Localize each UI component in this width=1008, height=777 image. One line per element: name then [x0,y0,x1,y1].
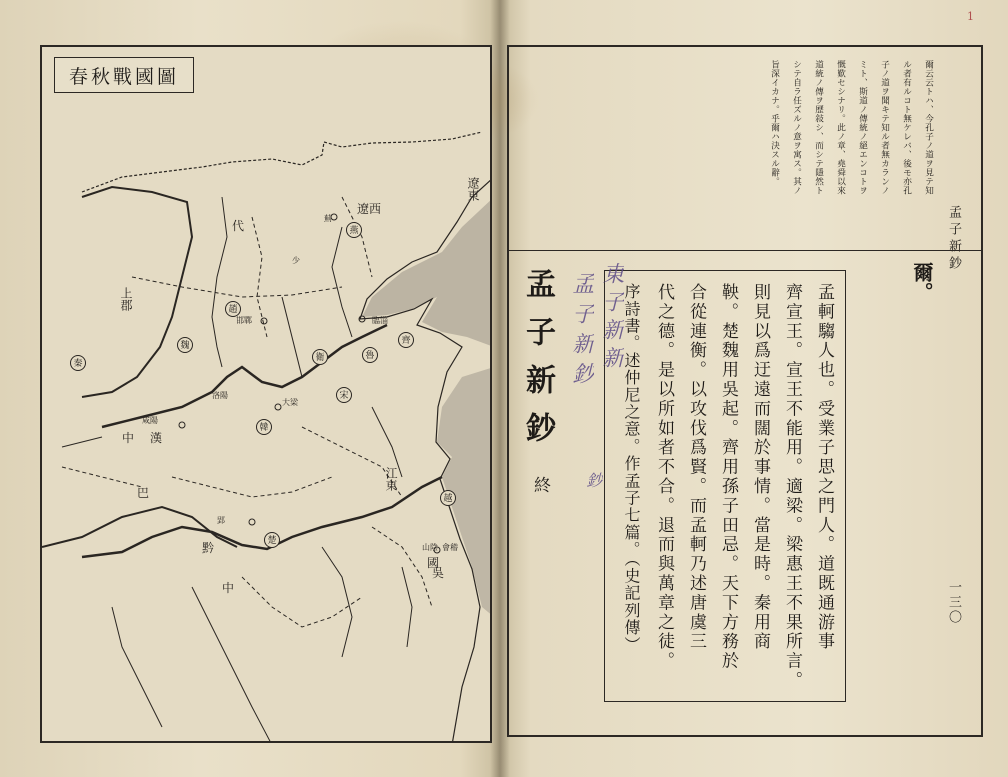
map-region-label: 黔 [202,541,215,555]
note-column: 旨深イカナ。乎爾ハ決スル辭。 [769,60,780,186]
map-place-label: 咸陽 [142,416,158,425]
city-marker [275,404,281,410]
end-mark: 終 [530,476,550,493]
map-region-label: 遼東 [466,177,480,201]
map-place-label: 大梁 [282,398,298,407]
state-marker: 楚 [264,532,280,548]
city-marker [249,519,255,525]
map-place-label: 山陰 [422,543,438,552]
state-marker: 魯 [362,347,378,363]
handwritten-annotation [560,262,630,502]
quote-column: 鞅。楚魏用吳起。齊用孫子田忌。天下方務於 [718,283,738,671]
handwriting-column: 孟子新鈔 [569,272,594,392]
map-region-label: 遼西 [357,202,382,216]
river [402,567,412,647]
quote-column: 合從連衡。以攻伐爲賢。而孟軻乃述唐虞三 [686,283,706,652]
section-divider [509,250,981,251]
quote-column: 代之德。是以所如者不合。退而與萬章之徒。 [654,283,674,671]
corner-mark: 1 [967,10,974,23]
map-place-label: 洛陽 [212,391,228,400]
map-region-label: 江東 [384,467,398,491]
quote-column: 孟軻騶人也。受業子思之門人。道既通游事 [814,283,834,652]
region-border [172,477,332,497]
river [322,547,352,657]
quote-column: 則見以爲迂遠而闊於事情。當是時。秦用商 [750,283,770,652]
river [332,227,352,337]
river [192,587,272,743]
quotation-box [604,270,846,702]
handwriting-column: 鈔 [584,472,603,488]
map-frame [40,45,492,743]
river [112,607,162,727]
yellow-river [102,325,387,427]
river [282,297,302,377]
river [212,197,227,367]
map-place-label: 臨淄 [372,316,388,325]
map-region-label: 漢 [150,431,163,445]
map-region-label: 中 [222,581,235,595]
note-column: シテ自ラ任ズルノ意ヲ寓ス。其ノ [791,60,802,195]
map-region-label: 巴 [137,486,150,500]
great-wall [82,132,482,192]
running-title: 孟子新鈔 [946,205,961,273]
state-marker: 趙 [225,301,241,317]
quote-column: 齊宣王。宣王不能用。適梁。梁惠王不果所言。 [782,283,802,691]
map-place-label: 邯鄲 [236,316,252,325]
river [62,437,102,447]
map-title: 春秋戰國圖 [68,65,179,88]
state-marker: 燕 [346,222,362,238]
map-title-box [54,57,194,93]
state-marker: 越 [440,490,456,506]
map-region-label: 上郡 [119,287,133,311]
commentary-note [758,60,934,250]
map-drawing [42,47,492,743]
city-marker [179,422,185,428]
state-marker: 齊 [398,332,414,348]
note-column: ミト、斯道ノ傳統ノ絕エンコトヲ [857,60,868,195]
state-marker: 衛 [312,349,328,365]
quote-column: 序詩書。述仲尼之意。作孟子七篇。（史記列傳） [622,283,641,654]
book-title: 孟子新鈔 [520,268,555,460]
closing-phrase: 爾。 [910,262,934,302]
map-region-label: 代 [232,219,245,233]
region-border [132,277,342,297]
note-column: ル者有ルコト無ケレバ、後モ亦孔 [901,60,912,195]
note-column: 子ノ道ヲ聞キテ知ル者無カランノ [879,60,890,195]
note-column: 慨歎セシナリ。此ノ章、堯舜以來 [835,60,846,195]
map-place-label: 郢 [217,516,225,525]
page-number: 一三〇 [946,580,961,625]
note-column: 道統ノ傳ヲ歷敍シ、而シテ隱然ト [813,60,824,195]
map-region-label: 吳 [432,566,445,580]
state-boundary [82,187,192,397]
state-marker: 韓 [256,419,272,435]
handwriting-column: 東子新新 [599,262,624,374]
region-border [62,467,142,487]
region-border [252,217,267,337]
note-column: 爾云云トハ、今孔子ノ道ヲ見テ知 [923,60,934,195]
map-place-label: 薊 [324,214,332,223]
map-place-label: 少 [292,256,300,265]
map-place-label: 會稽 [442,543,458,552]
state-marker: 秦 [70,355,86,371]
state-marker: 宋 [336,387,352,403]
map-region-label: 中 [122,431,135,445]
map-region-label: 國 [427,556,440,570]
state-marker: 魏 [177,337,193,353]
